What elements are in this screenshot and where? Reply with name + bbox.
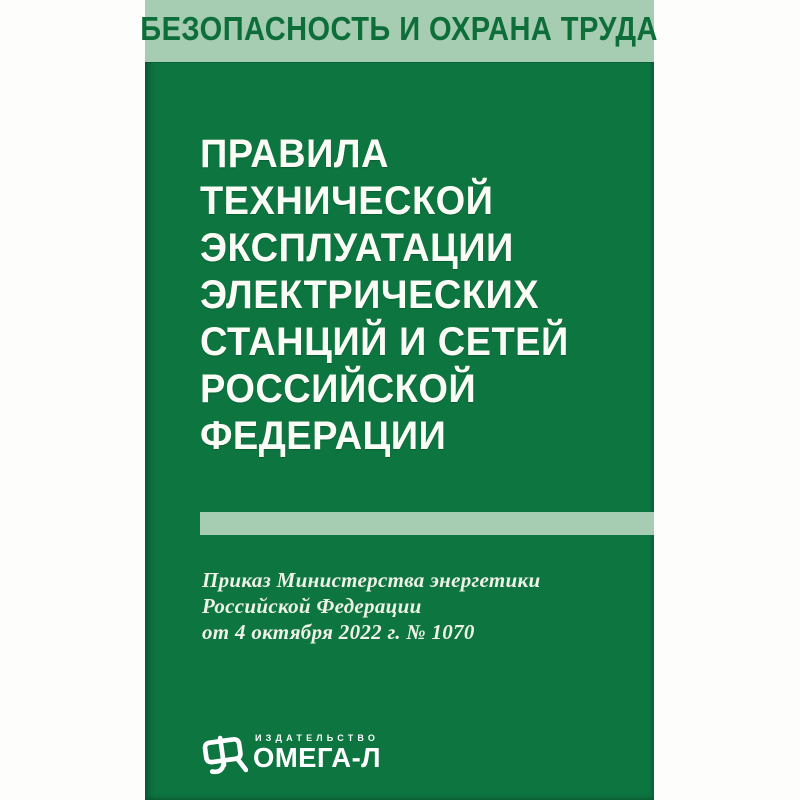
decree-line: Российской Федерации bbox=[202, 594, 422, 618]
publisher-logo bbox=[198, 727, 384, 783]
book-cover bbox=[140, 0, 659, 800]
divider-bar bbox=[200, 512, 654, 535]
title-line: СТАНЦИЙ И СЕТЕЙ bbox=[200, 320, 569, 364]
title-line: ЭЛЕКТРИЧЕСКИХ bbox=[200, 273, 540, 317]
decree-reference bbox=[202, 567, 540, 645]
book-title bbox=[200, 131, 569, 460]
title-line: ЭКСПЛУАТАЦИИ bbox=[200, 226, 514, 270]
title-line: ТЕХНИЧЕСКОЙ bbox=[200, 179, 494, 223]
title-line: ПРАВИЛА bbox=[200, 132, 389, 176]
title-line: РОССИЙСКОЙ bbox=[200, 367, 477, 411]
series-banner-label: БЕЗОПАСНОСТЬ И ОХРАНА ТРУДА bbox=[140, 10, 659, 47]
omega-l-open-book-monogram-icon bbox=[198, 727, 248, 783]
publisher-name: ОМЕГА-Л bbox=[253, 742, 381, 773]
title-line: ФЕДЕРАЦИИ bbox=[200, 414, 447, 458]
decree-line: Приказ Министерства энергетики bbox=[202, 568, 541, 592]
publisher-text bbox=[253, 733, 384, 772]
series-banner bbox=[140, 0, 659, 62]
publisher-label: ИЗДАТЕЛЬСТВО bbox=[255, 733, 380, 743]
decree-line: от 4 октября 2022 г. № 1070 bbox=[202, 620, 475, 644]
